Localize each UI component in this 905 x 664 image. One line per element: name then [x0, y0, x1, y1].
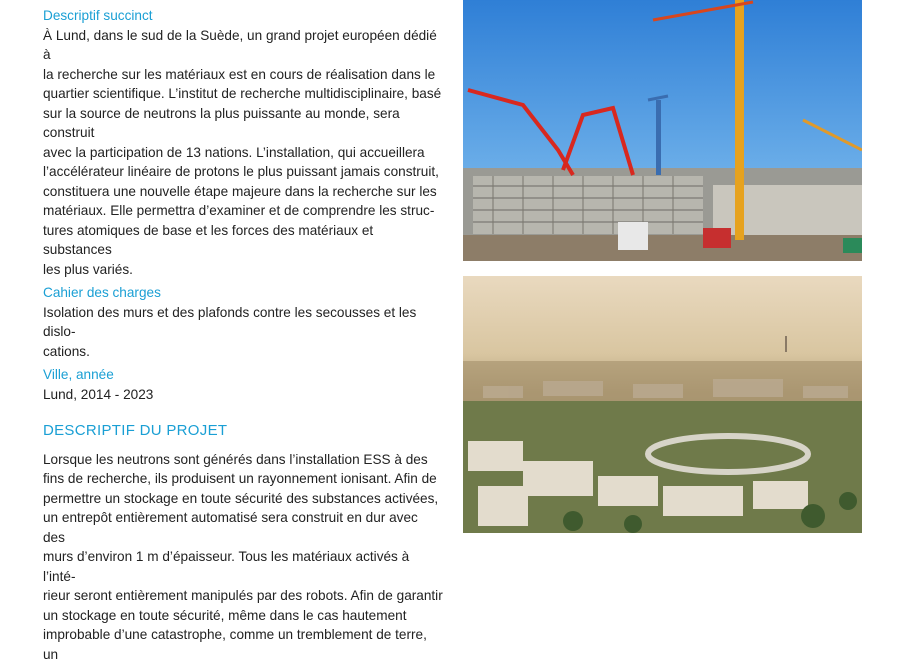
project-line: rieur seront entièrement manipulés par des robots. Afin de garantir: [43, 588, 443, 603]
brief-line: les plus variés.: [43, 262, 133, 277]
project-line: un stockage en toute sécurité, même dans le cas hautement: [43, 608, 406, 623]
project-line: Lorsque les neutrons sont générés dans l’installation ESS à des: [43, 452, 428, 467]
brief-line: quartier scientifique. L’institut de recherche multidisciplinaire, basé: [43, 86, 441, 101]
brief-line: matériaux. Elle permettra d’examiner et de comprendre les struc-: [43, 203, 434, 218]
construction-site-photo: [463, 0, 862, 261]
project-line: permettre un stockage en toute sécurité des substances activées,: [43, 491, 438, 506]
project-line: improbable d’une catastrophe, comme un tremblement de terre, un: [43, 627, 427, 662]
text-column: [43, 0, 443, 664]
specs-paragraph: [43, 303, 443, 362]
city-label: Ville, année: [43, 365, 443, 385]
brief-line: la recherche sur les matériaux est en cours de réalisation dans le: [43, 67, 435, 82]
specs-line: cations.: [43, 344, 90, 359]
project-paragraph: [43, 450, 443, 664]
project-line: un entrepôt entièrement automatisé sera construit en dur avec des: [43, 510, 418, 545]
brief-line: À Lund, dans le sud de la Suède, un grand projet européen dédié à: [43, 28, 437, 63]
brief-line: constituera une nouvelle étape majeure dans la recherche sur les: [43, 184, 437, 199]
project-section-title: DESCRIPTIF DU PROJET: [43, 421, 443, 441]
brief-line: l’accélérateur linéaire de protons le plus puissant jamais construit,: [43, 164, 439, 179]
aerial-campus-photo: [463, 276, 862, 533]
brief-line: tures atomiques de base et les forces des matériaux et substances: [43, 223, 373, 258]
project-line: murs d’environ 1 m d’épaisseur. Tous les matériaux activés à l’inté-: [43, 549, 409, 584]
specs-label: Cahier des charges: [43, 283, 443, 303]
city-value: Lund, 2014 - 2023: [43, 385, 443, 405]
specs-line: Isolation des murs et des plafonds contre les secousses et les dislo-: [43, 305, 416, 340]
brief-paragraph: [43, 26, 443, 280]
brief-line: avec la participation de 13 nations. L’installation, qui accueillera: [43, 145, 425, 160]
brief-label: Descriptif succinct: [43, 6, 443, 26]
brief-line: sur la source de neutrons la plus puissante au monde, sera construit: [43, 106, 400, 141]
project-line: fins de recherche, ils produisent un rayonnement ionisant. Afin de: [43, 471, 437, 486]
